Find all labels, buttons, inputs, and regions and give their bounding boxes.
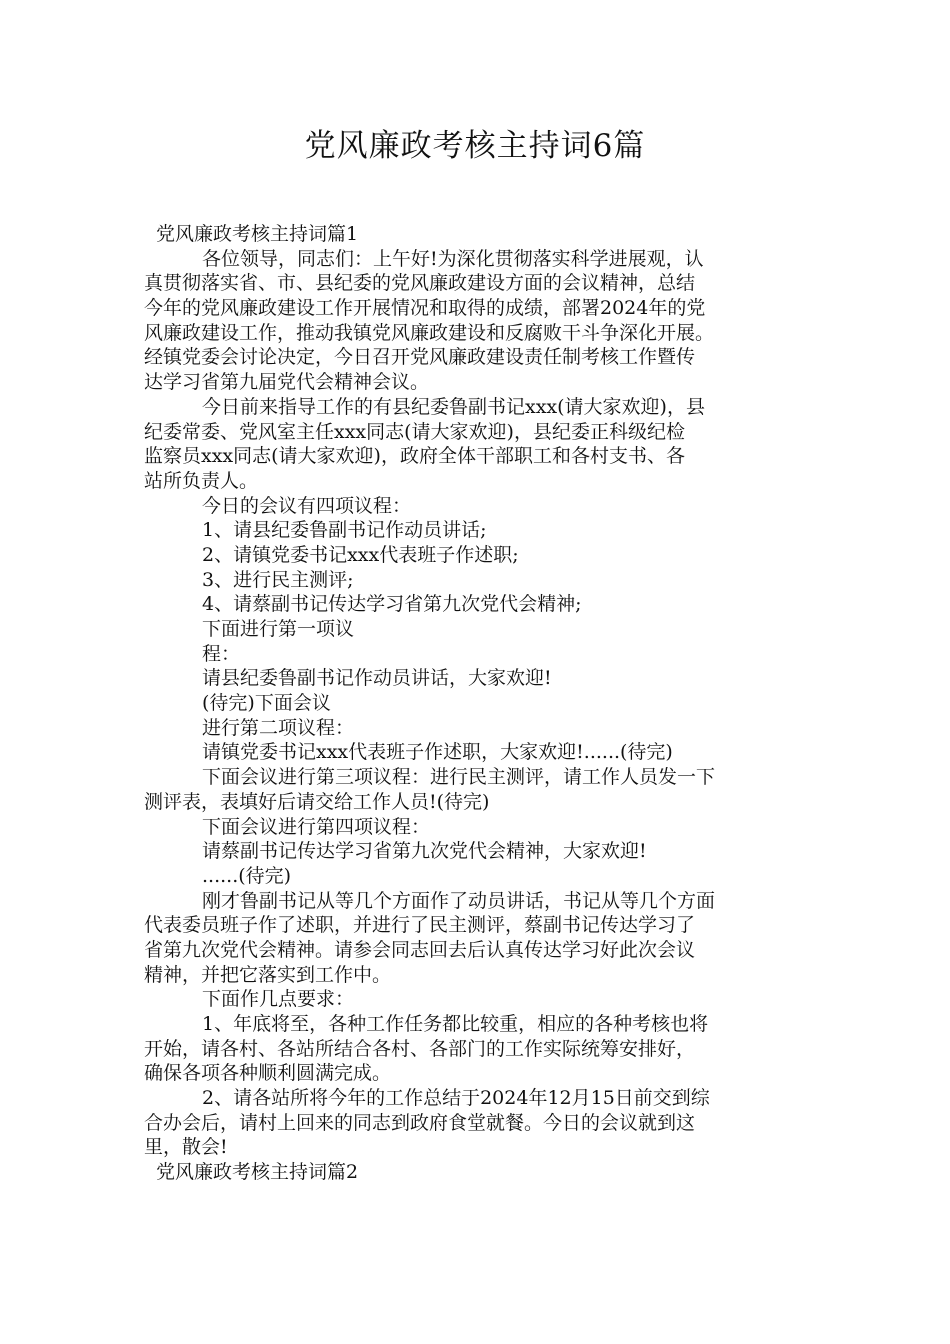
document-title: 党风廉政考核主持词6篇: [304, 128, 646, 164]
text-line: 4、请蔡副书记传达学习省第九次党代会精神;: [202, 593, 582, 616]
text-line: 各位领导，同志们：上午好!为深化贯彻落实科学进展观，认: [202, 247, 704, 270]
text-line: 纪委常委、党风室主任xxx同志(请大家欢迎)，县纪委正科级纪检: [144, 420, 685, 443]
text-line: 进行第二项议程：: [202, 716, 355, 739]
text-line: 确保各项各种顺利圆满完成。: [144, 1062, 392, 1085]
text-line: 程：: [202, 642, 241, 665]
text-line: 站所负责人。: [144, 469, 259, 492]
text-line: 合办会后，请村上回来的同志到政府食堂就餐。今日的会议就到这: [144, 1111, 696, 1134]
text-line: 请县纪委鲁副书记作动员讲话，大家欢迎!: [202, 667, 552, 690]
section-heading: 党风廉政考核主持词篇2: [156, 1161, 359, 1184]
text-line: 监察员xxx同志(请大家欢迎)，政府全体干部职工和各村支书、各: [144, 445, 685, 468]
text-line: 下面作几点要求：: [202, 988, 355, 1011]
text-line: 开始，请各村、各站所结合各村、各部门的工作实际统筹安排好，: [144, 1037, 696, 1060]
text-line: 今年的党风廉政建设工作开展情况和取得的成绩，部署2024年的党: [144, 297, 706, 320]
text-line: (待完)下面会议: [202, 692, 331, 715]
text-line: ......(待完): [202, 864, 292, 887]
text-line: 代表委员班子作了述职，并进行了民主测评，蔡副书记传达学习了: [144, 914, 696, 937]
text-line: 下面会议进行第四项议程：: [202, 815, 431, 838]
text-line: 精神，并把它落实到工作中。: [144, 963, 392, 986]
text-line: 里，散会!: [144, 1136, 228, 1159]
section-heading: 党风廉政考核主持词篇1: [156, 223, 359, 245]
text-line: 请蔡副书记传达学习省第九次党代会精神，大家欢迎!: [202, 840, 647, 863]
text-line: 刚才鲁副书记从等几个方面作了动员讲话，书记从等几个方面: [202, 889, 716, 912]
text-line: 今日前来指导工作的有县纪委鲁副书记xxx(请大家欢迎)，县: [202, 395, 705, 418]
text-line: 2、请各站所将今年的工作总结于2024年12月15日前交到综: [202, 1087, 710, 1110]
text-line: 测评表，表填好后请交给工作人员!(待完): [144, 790, 490, 813]
text-line: 2、请镇党委书记xxx代表班子作述职;: [202, 543, 519, 566]
text-line: 请镇党委书记xxx代表班子作述职，大家欢迎!......(待完): [202, 741, 673, 764]
text-line: 省第九次党代会精神。请参会同志回去后认真传达学习好此次会议: [144, 938, 696, 961]
text-line: 下面进行第一项议: [202, 618, 355, 640]
text-line: 1、年底将至，各种工作任务都比较重，相应的各种考核也将: [202, 1013, 709, 1035]
document-body: [144, 222, 824, 1185]
text-line: 风廉政建设工作，推动我镇党风廉政建设和反腐败干斗争深化开展。: [144, 321, 715, 344]
text-line: 下面会议进行第三项议程：进行民主测评，请工作人员发一下: [202, 766, 716, 789]
text-line: 1、请县纪委鲁副书记作动员讲话;: [202, 519, 487, 542]
text-line: 3、进行民主测评;: [202, 568, 354, 591]
text-line: 真贯彻落实省、市、县纪委的党风廉政建设方面的会议精神，总结: [144, 272, 696, 295]
text-line: 今日的会议有四项议程：: [202, 494, 412, 517]
text-line: 达学习省第九届党代会精神会议。: [144, 371, 430, 394]
text-line: 经镇党委会讨论决定，今日召开党风廉政建设责任制考核工作暨传: [144, 346, 696, 369]
